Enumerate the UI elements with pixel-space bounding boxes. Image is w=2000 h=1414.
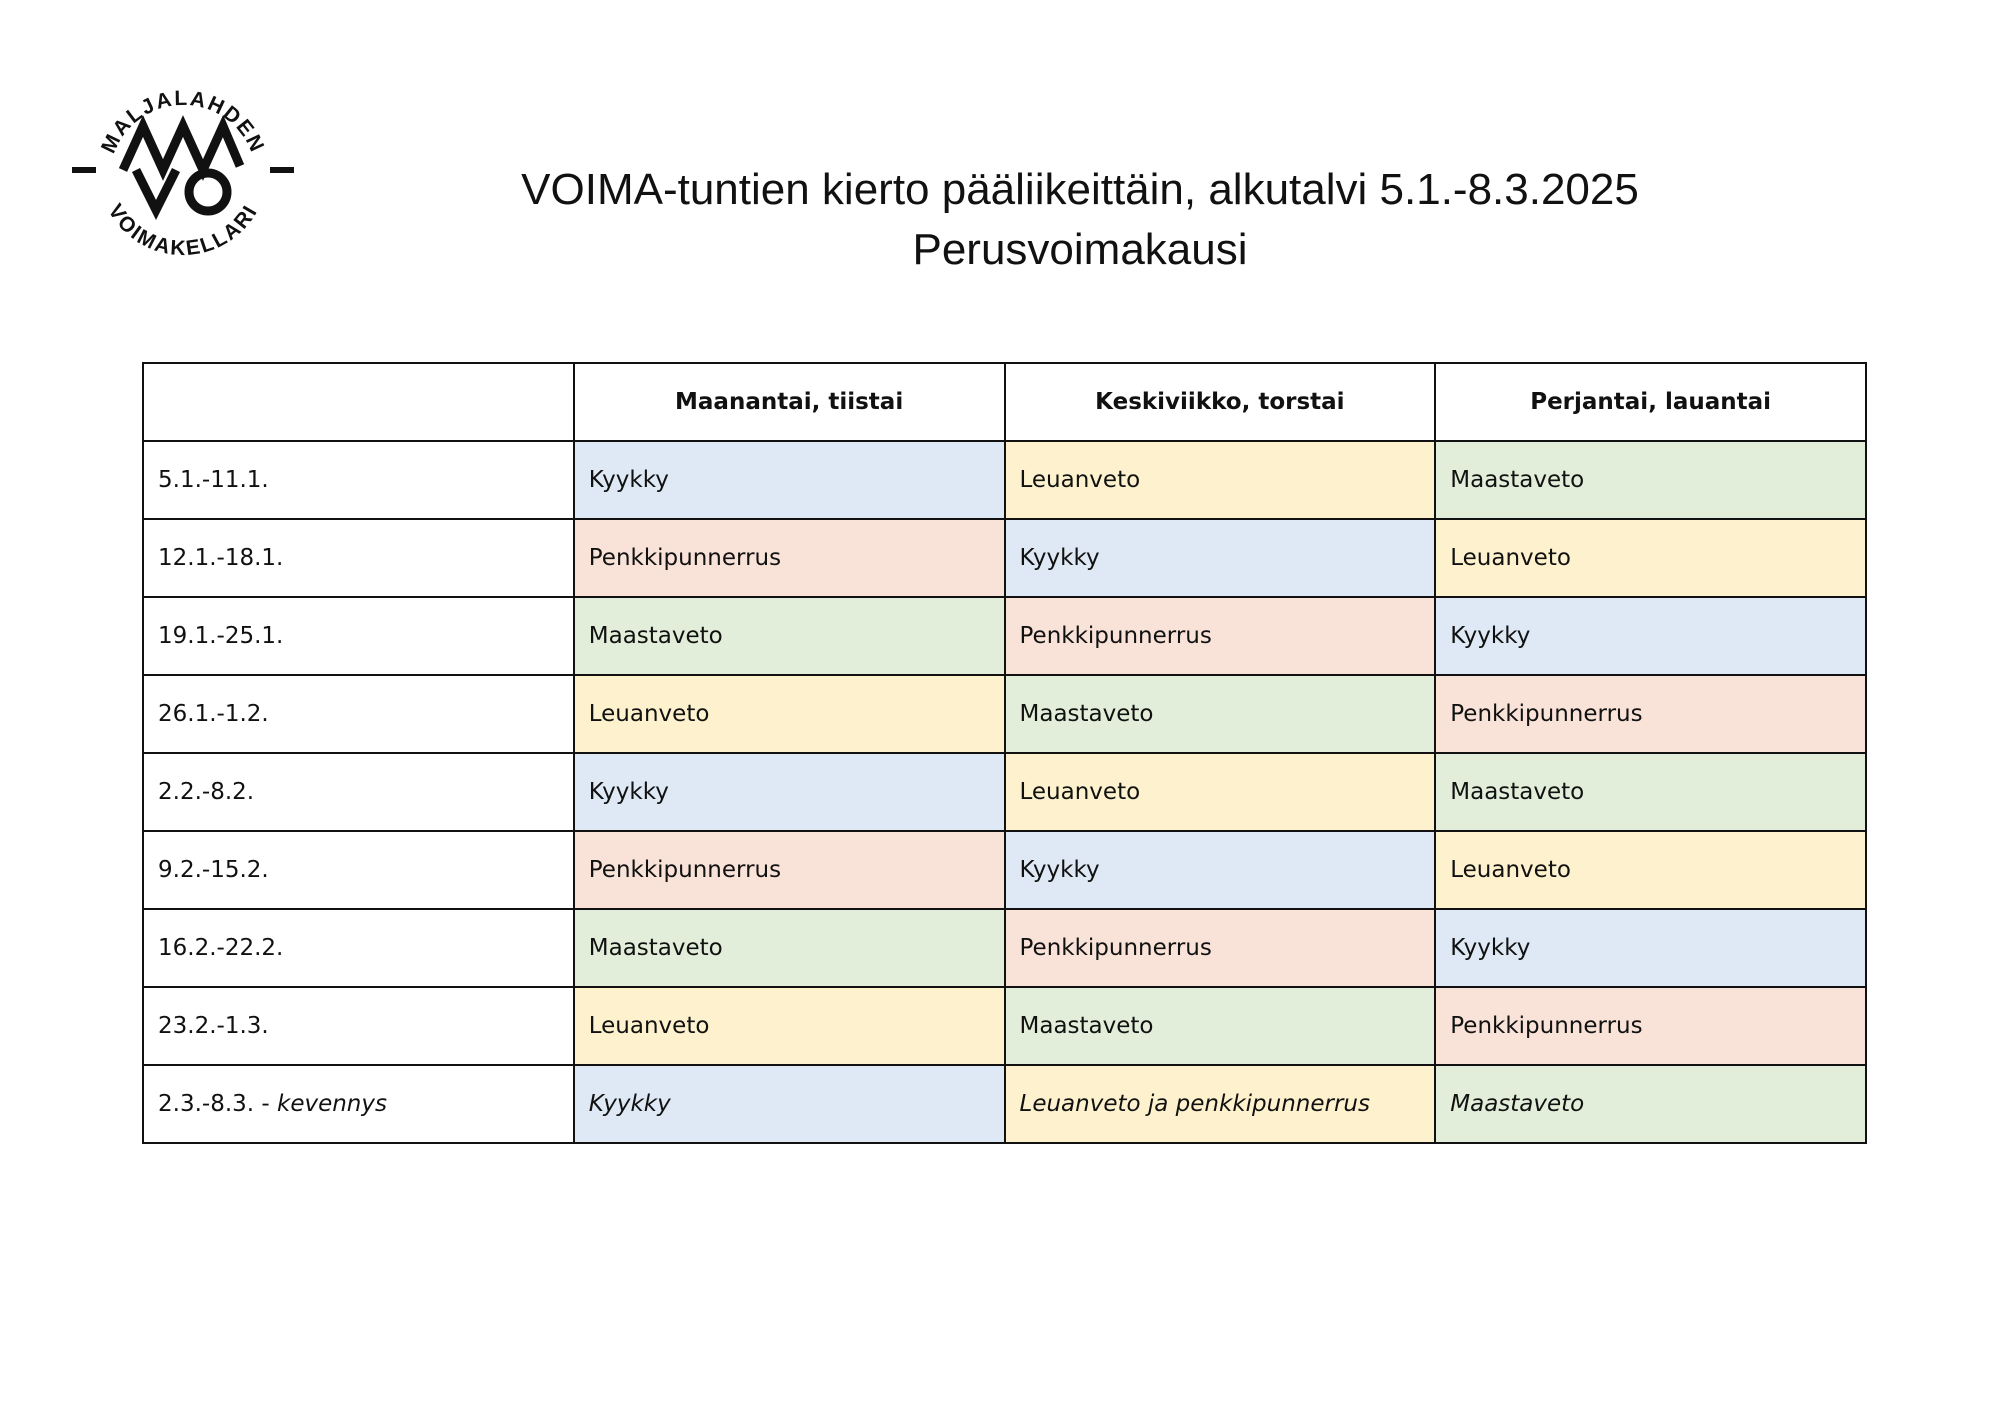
exercise-cell: Maastaveto	[1005, 675, 1436, 753]
table-row	[143, 831, 1866, 909]
title-line-1: VOIMA-tuntien kierto pääliikeittäin, alkutalvi 5.1.-8.3.2025	[521, 165, 1639, 214]
week-cell: 16.2.-22.2.	[143, 909, 574, 987]
week-cell: 12.1.-18.1.	[143, 519, 574, 597]
deload-note: kevennys	[277, 1091, 387, 1117]
exercise-cell: Kyykky	[1005, 831, 1436, 909]
exercise-cell: Maastaveto	[574, 909, 1005, 987]
logo-monogram-mvo	[123, 126, 240, 211]
title-line-2: Perusvoimakausi	[912, 225, 1248, 274]
exercise-cell: Leuanveto	[1005, 441, 1436, 519]
exercise-cell: Maastaveto	[574, 597, 1005, 675]
header-week	[143, 363, 574, 441]
exercise-cell: Penkkipunnerrus	[574, 519, 1005, 597]
week-cell: 19.1.-25.1.	[143, 597, 574, 675]
exercise-cell: Penkkipunnerrus	[1435, 675, 1866, 753]
exercise-cell: Penkkipunnerrus	[1435, 987, 1866, 1065]
exercise-cell: Penkkipunnerrus	[1005, 909, 1436, 987]
logo-top-text: MALJALAHDEN	[97, 86, 269, 157]
table-row	[143, 675, 1866, 753]
table-row	[143, 441, 1866, 519]
header-wed-thu: Keskiviikko, torstai	[1005, 363, 1436, 441]
table-row	[143, 909, 1866, 987]
logo-bottom-text: VOIMAKELLARI	[103, 200, 263, 261]
exercise-cell: Kyykky	[574, 441, 1005, 519]
exercise-cell: Maastaveto	[1435, 753, 1866, 831]
table-row	[143, 987, 1866, 1065]
exercise-cell: Penkkipunnerrus	[1005, 597, 1436, 675]
exercise-cell: Maastaveto	[1005, 987, 1436, 1065]
exercise-cell: Leuanveto	[1005, 753, 1436, 831]
exercise-cell: Kyykky	[1005, 519, 1436, 597]
exercise-cell: Penkkipunnerrus	[574, 831, 1005, 909]
exercise-cell: Leuanveto ja penkkipunnerrus	[1005, 1065, 1436, 1143]
week-cell: 9.2.-15.2.	[143, 831, 574, 909]
exercise-cell: Kyykky	[1435, 909, 1866, 987]
week-cell: 26.1.-1.2.	[143, 675, 574, 753]
week-cell: 5.1.-11.1.	[143, 441, 574, 519]
table-row	[143, 753, 1866, 831]
week-cell: 23.2.-1.3.	[143, 987, 574, 1065]
week-cell: 2.2.-8.2.	[143, 753, 574, 831]
exercise-cell: Leuanveto	[1435, 831, 1866, 909]
exercise-cell: Maastaveto	[1435, 441, 1866, 519]
page-title	[300, 160, 1860, 280]
exercise-cell: Leuanveto	[574, 987, 1005, 1065]
exercise-cell: Maastaveto	[1435, 1065, 1866, 1143]
exercise-cell: Leuanveto	[1435, 519, 1866, 597]
exercise-cell: Kyykky	[1435, 597, 1866, 675]
table-row	[143, 519, 1866, 597]
exercise-cell: Kyykky	[574, 1065, 1005, 1143]
table-row-deload	[143, 1065, 1866, 1143]
exercise-cell: Leuanveto	[574, 675, 1005, 753]
week-range: 2.3.-8.3.	[158, 1091, 255, 1117]
maljalahden-voimakellari-logo	[68, 58, 298, 288]
exercise-cell: Kyykky	[574, 753, 1005, 831]
rotation-schedule-table	[142, 362, 1867, 1144]
header-mon-tue: Maanantai, tiistai	[574, 363, 1005, 441]
table-header-row	[143, 363, 1866, 441]
table-row	[143, 597, 1866, 675]
week-cell: 2.3.-8.3. - kevennys	[143, 1065, 574, 1143]
logo-emblem	[68, 58, 298, 288]
header-fri-sat: Perjantai, lauantai	[1435, 363, 1866, 441]
